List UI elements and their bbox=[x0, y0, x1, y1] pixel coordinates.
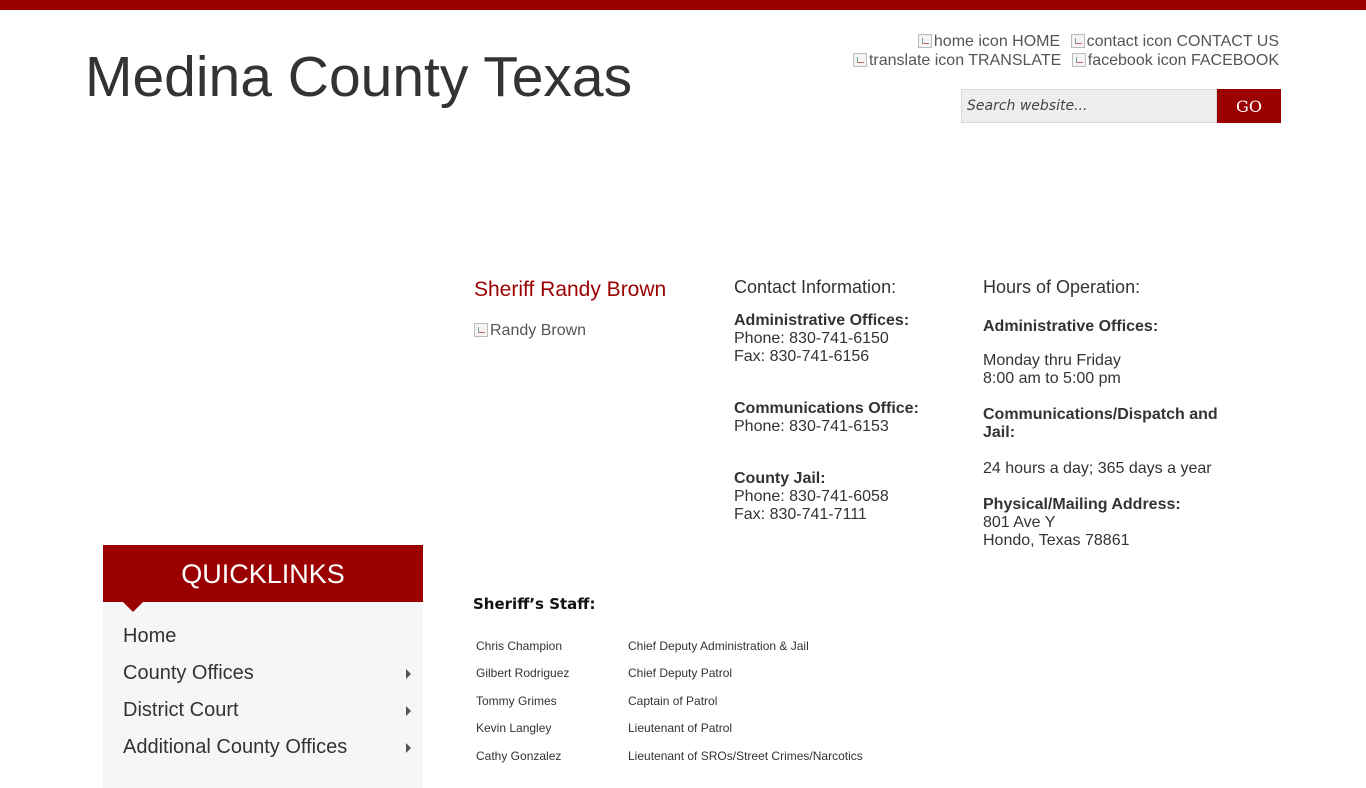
table-row bbox=[476, 632, 863, 660]
comms-contact-block bbox=[734, 400, 964, 436]
staff-name: Chris Champion bbox=[476, 638, 563, 653]
home-link-label: HOME bbox=[1012, 33, 1061, 50]
hours-admin-title: Administrative Offices: bbox=[983, 318, 1159, 335]
staff-title: Lieutenant of SROs/Street Crimes/Narcotics bbox=[628, 748, 863, 763]
staff-title: Chief Deputy Patrol bbox=[628, 666, 733, 681]
contact-link-label: CONTACT US bbox=[1176, 33, 1279, 50]
comms-contact-title: Communications Office: bbox=[734, 400, 919, 417]
quicklinks-panel bbox=[103, 545, 423, 788]
contact-icon bbox=[1071, 34, 1085, 48]
staff-name: Cathy Gonzalez bbox=[476, 748, 562, 763]
address-line1: 801 Ave Y bbox=[983, 514, 1056, 531]
search-go-button[interactable]: GO bbox=[1217, 89, 1281, 123]
staff-title: Lieutenant of Patrol bbox=[628, 721, 733, 736]
translate-link[interactable] bbox=[853, 52, 1061, 69]
facebook-link-label: FACEBOOK bbox=[1190, 52, 1279, 69]
quicklinks-header: QUICKLINKS bbox=[103, 545, 423, 602]
hours-of-operation bbox=[983, 277, 1233, 550]
caret-right-icon bbox=[406, 743, 411, 753]
hours-dispatch-hours: 24 hours a day; 365 days a year bbox=[983, 460, 1212, 477]
contact-information bbox=[734, 277, 964, 558]
quicklink-label: District Court bbox=[123, 699, 239, 721]
admin-phone: Phone: 830-741-6150 bbox=[734, 330, 889, 347]
table-row bbox=[476, 660, 863, 688]
quicklink-label: Additional County Offices bbox=[123, 736, 348, 758]
caret-right-icon bbox=[406, 669, 411, 679]
hours-admin-days: Monday thru Friday bbox=[983, 352, 1121, 369]
admin-fax: Fax: 830-741-6156 bbox=[734, 348, 870, 365]
quicklink-county-offices[interactable] bbox=[103, 655, 423, 692]
hours-admin-time: 8:00 am to 5:00 pm bbox=[983, 370, 1121, 387]
top-accent-bar bbox=[0, 0, 1366, 10]
comms-phone: Phone: 830-741-6153 bbox=[734, 418, 889, 435]
quicklink-home[interactable] bbox=[103, 618, 423, 655]
admin-contact-title: Administrative Offices: bbox=[734, 312, 910, 329]
sheriff-photo bbox=[474, 322, 586, 340]
facebook-icon bbox=[1072, 53, 1086, 67]
table-row bbox=[476, 742, 863, 770]
translate-icon bbox=[853, 53, 867, 67]
translate-icon-alt: translate icon bbox=[868, 52, 965, 69]
caret-right-icon bbox=[406, 706, 411, 716]
staff-name: Kevin Langley bbox=[476, 721, 552, 736]
jail-contact-title: County Jail: bbox=[734, 470, 826, 487]
utility-links bbox=[847, 32, 1279, 70]
staff-name: Gilbert Rodriguez bbox=[476, 666, 570, 681]
contact-title: Contact Information: bbox=[734, 277, 897, 297]
contact-icon-alt: contact icon bbox=[1086, 33, 1173, 50]
sheriff-photo-alt: Randy Brown bbox=[490, 322, 587, 339]
translate-link-label: TRANSLATE bbox=[968, 52, 1062, 69]
hours-dispatch-title: Communications/Dispatch and Jail: bbox=[983, 406, 1218, 441]
quicklinks-list bbox=[103, 602, 423, 788]
home-icon-alt: home icon bbox=[933, 33, 1008, 50]
broken-image-icon bbox=[474, 323, 488, 337]
staff-heading: Sheriff’s Staff: bbox=[473, 595, 596, 613]
table-row bbox=[476, 715, 863, 743]
quicklink-additional-county-offices[interactable] bbox=[103, 729, 423, 766]
admin-contact-block bbox=[734, 312, 964, 366]
address-line2: Hondo, Texas 78861 bbox=[983, 532, 1130, 549]
address-title: Physical/Mailing Address: bbox=[983, 496, 1181, 513]
table-row bbox=[476, 687, 863, 715]
facebook-link[interactable] bbox=[1072, 52, 1279, 69]
search-form bbox=[961, 89, 1281, 123]
staff-title: Chief Deputy Administration & Jail bbox=[628, 638, 809, 653]
contact-link[interactable] bbox=[1071, 33, 1279, 50]
site-title[interactable]: Medina County Texas bbox=[85, 45, 633, 109]
staff-name: Tommy Grimes bbox=[476, 693, 557, 708]
staff-table bbox=[476, 632, 863, 770]
quicklink-label: Home bbox=[123, 625, 177, 647]
jail-contact-block bbox=[734, 470, 964, 524]
home-link[interactable] bbox=[918, 33, 1060, 50]
facebook-icon-alt: facebook icon bbox=[1087, 52, 1187, 69]
jail-phone: Phone: 830-741-6058 bbox=[734, 488, 889, 505]
staff-title: Captain of Patrol bbox=[628, 693, 718, 708]
quicklink-label: County Offices bbox=[123, 662, 254, 684]
home-icon bbox=[918, 34, 932, 48]
search-input[interactable] bbox=[961, 89, 1217, 123]
quicklink-district-court[interactable] bbox=[103, 692, 423, 729]
jail-fax: Fax: 830-741-7111 bbox=[734, 506, 867, 523]
hours-title: Hours of Operation: bbox=[983, 277, 1141, 297]
sheriff-name: Sheriff Randy Brown bbox=[474, 278, 667, 301]
